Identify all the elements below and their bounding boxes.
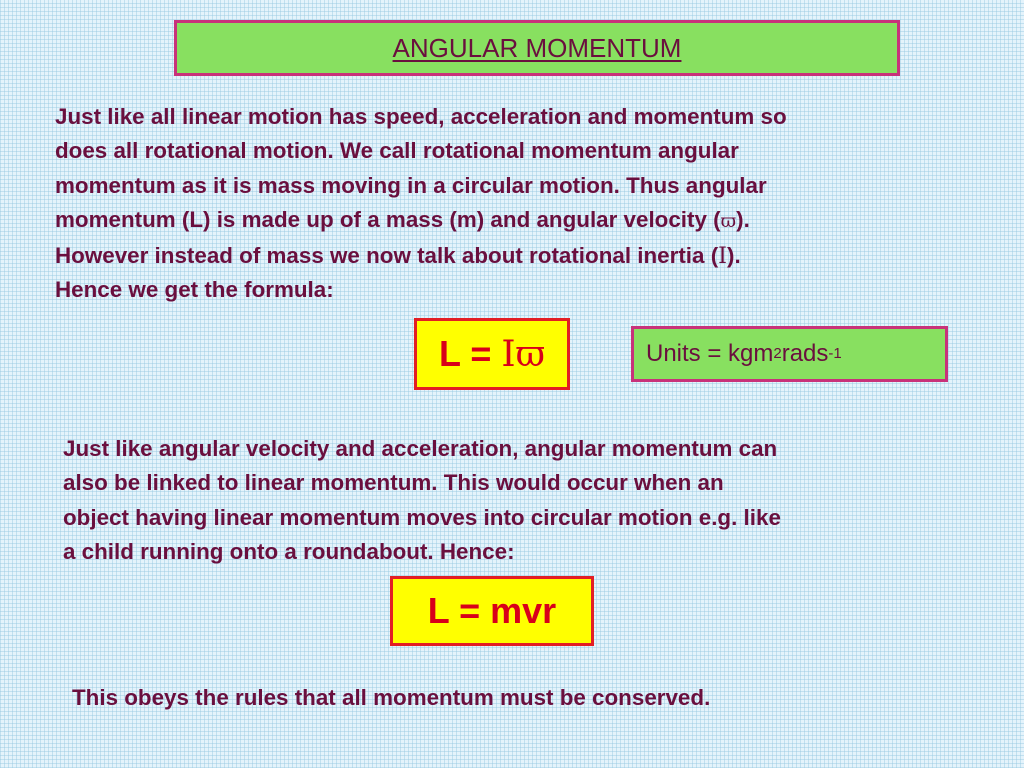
inertia-symbol: I: [718, 242, 728, 269]
intro-line-4-end: ).: [736, 207, 750, 233]
formula2-text: L = mvr: [427, 590, 557, 631]
omega-symbol: ϖ: [720, 210, 737, 233]
linear-line-3: object having linear momentum moves into circular motion e.g. like: [63, 504, 781, 530]
conservation-note: This obeys the rules that all momentum must be conserved.: [72, 685, 711, 710]
intro-line-6: Hence we get the formula:: [55, 277, 334, 303]
title-box: [174, 20, 900, 76]
units-prefix: Units = kgm: [646, 340, 774, 367]
linear-line-1: Just like angular velocity and acceleration, angular momentum can: [63, 436, 778, 461]
intro-line-5-end: ).: [727, 242, 741, 268]
formula1-rhs: Iϖ: [501, 333, 545, 375]
intro-paragraph: [55, 100, 1005, 307]
units-box: Units = kgm 2 rads -1: [631, 326, 948, 382]
slide-title: ANGULAR MOMENTUM: [392, 32, 682, 63]
intro-line-3: momentum as it is mass moving in a circular motion. Thus angular: [55, 172, 767, 198]
angular-momentum-formula: [414, 318, 570, 390]
linear-line-4: a child running onto a roundabout. Hence:: [63, 539, 515, 565]
linear-link-paragraph: [63, 432, 993, 570]
intro-line-4: momentum (L) is made up of a mass (m) and angular velocity (: [55, 207, 721, 233]
formula1-lhs: L =: [439, 333, 502, 374]
units-mid: rads: [781, 340, 829, 367]
intro-line-5: However instead of mass we now talk about rotational inertia (: [55, 242, 719, 268]
linear-angular-formula: [390, 576, 594, 646]
intro-line-1: Just like all linear motion has speed, acceleration and momentum so: [55, 104, 787, 129]
linear-line-2: also be linked to linear momentum. This would occur when an: [63, 470, 724, 496]
intro-line-2: does all rotational motion. We call rotational momentum angular: [55, 138, 739, 164]
